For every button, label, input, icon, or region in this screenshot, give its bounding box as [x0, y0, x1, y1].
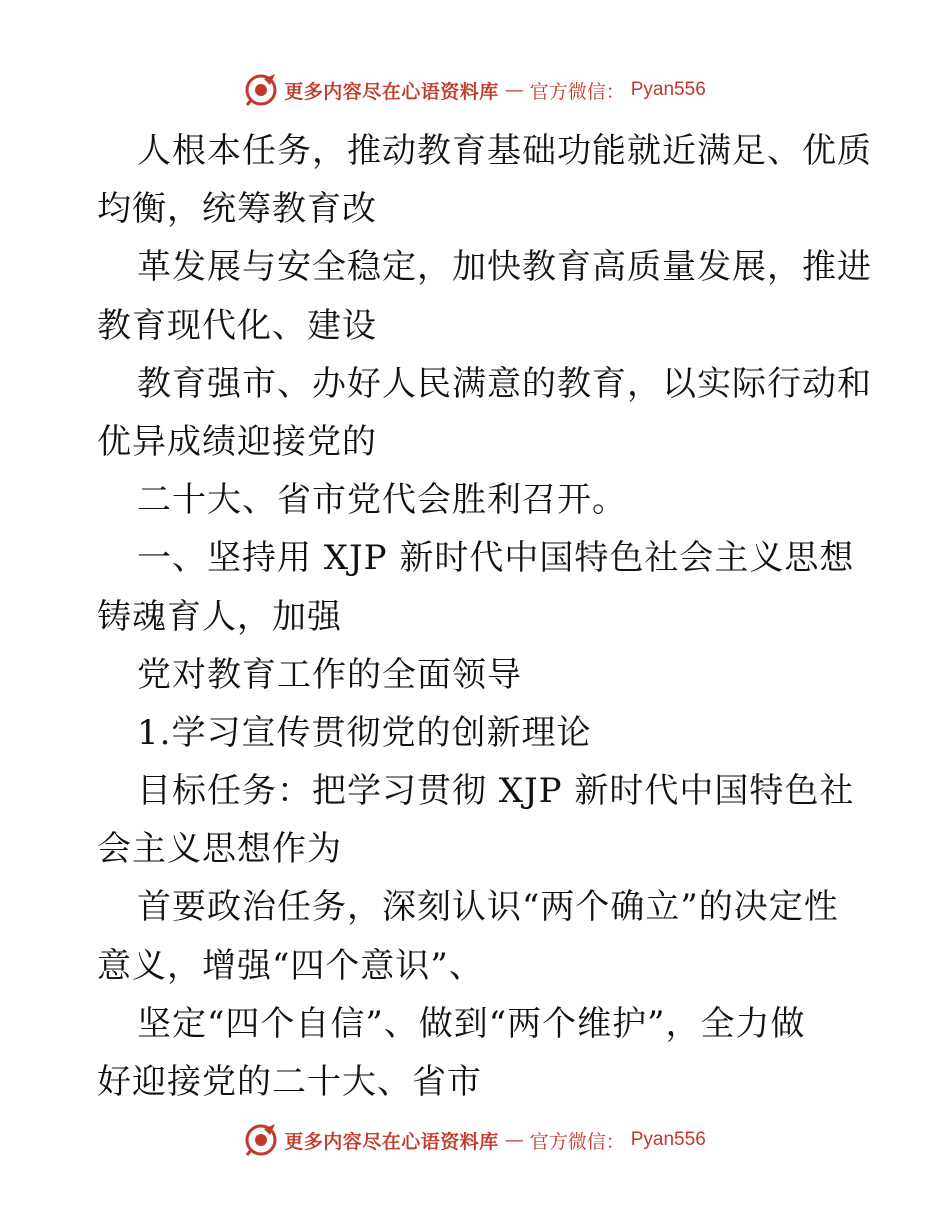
banner-text: 更多内容尽在心语资料库: [284, 1130, 499, 1153]
document-body: [97, 122, 872, 1111]
text-line: 目标任务：把学习贯彻 XJP 新时代中国特色社: [137, 771, 855, 812]
text-line: 教育强市、办好人民满意的教育，以实际行动和: [137, 363, 872, 404]
text-line: 好迎接党的二十大、省市: [97, 1062, 482, 1102]
banner-wechat-label: 官方微信：: [529, 80, 625, 103]
text-line: 教育现代化、建设: [97, 305, 377, 346]
section-heading: 一、坚持用 XJP 新时代中国特色社会主义思想: [137, 538, 855, 579]
subsection-heading: 1.学习宣传贯彻党的创新理论: [137, 712, 592, 753]
banner-wechat-id: Pyan556: [630, 1129, 706, 1150]
banner-separator: —: [504, 1129, 524, 1151]
text-line: 人根本任务，推动教育基础功能就近满足、优质: [137, 131, 872, 171]
banner-wechat-label: 官方微信：: [529, 1130, 625, 1153]
text-line: 坚定“四个自信”、做到“两个维护”，全力做: [137, 1003, 806, 1044]
banner-separator: —: [504, 79, 524, 101]
header-banner: [0, 70, 950, 110]
section-heading-cont: 铸魂育人，加强: [97, 596, 342, 637]
text-line: 二十大、省市党代会胜利召开。: [137, 480, 627, 521]
text-line: 均衡，统筹教育改: [97, 189, 377, 230]
text-line: 会主义思想作为: [97, 829, 342, 870]
text-line: 首要政治任务，深刻认识“两个确立”的决定性: [137, 887, 839, 928]
text-line: 优异成绩迎接党的: [97, 421, 377, 462]
text-line: 意义，增强“四个意识”、: [97, 945, 484, 986]
banner-text: 更多内容尽在心语资料库: [284, 80, 499, 103]
logo-icon: [244, 1123, 278, 1157]
text-line: 革发展与安全稳定，加快教育高质量发展，推进: [137, 247, 872, 288]
footer-banner: [0, 1120, 950, 1160]
section-heading-cont: 党对教育工作的全面领导: [137, 654, 522, 695]
logo-icon: [244, 73, 278, 107]
banner-wechat-id: Pyan556: [630, 79, 706, 100]
